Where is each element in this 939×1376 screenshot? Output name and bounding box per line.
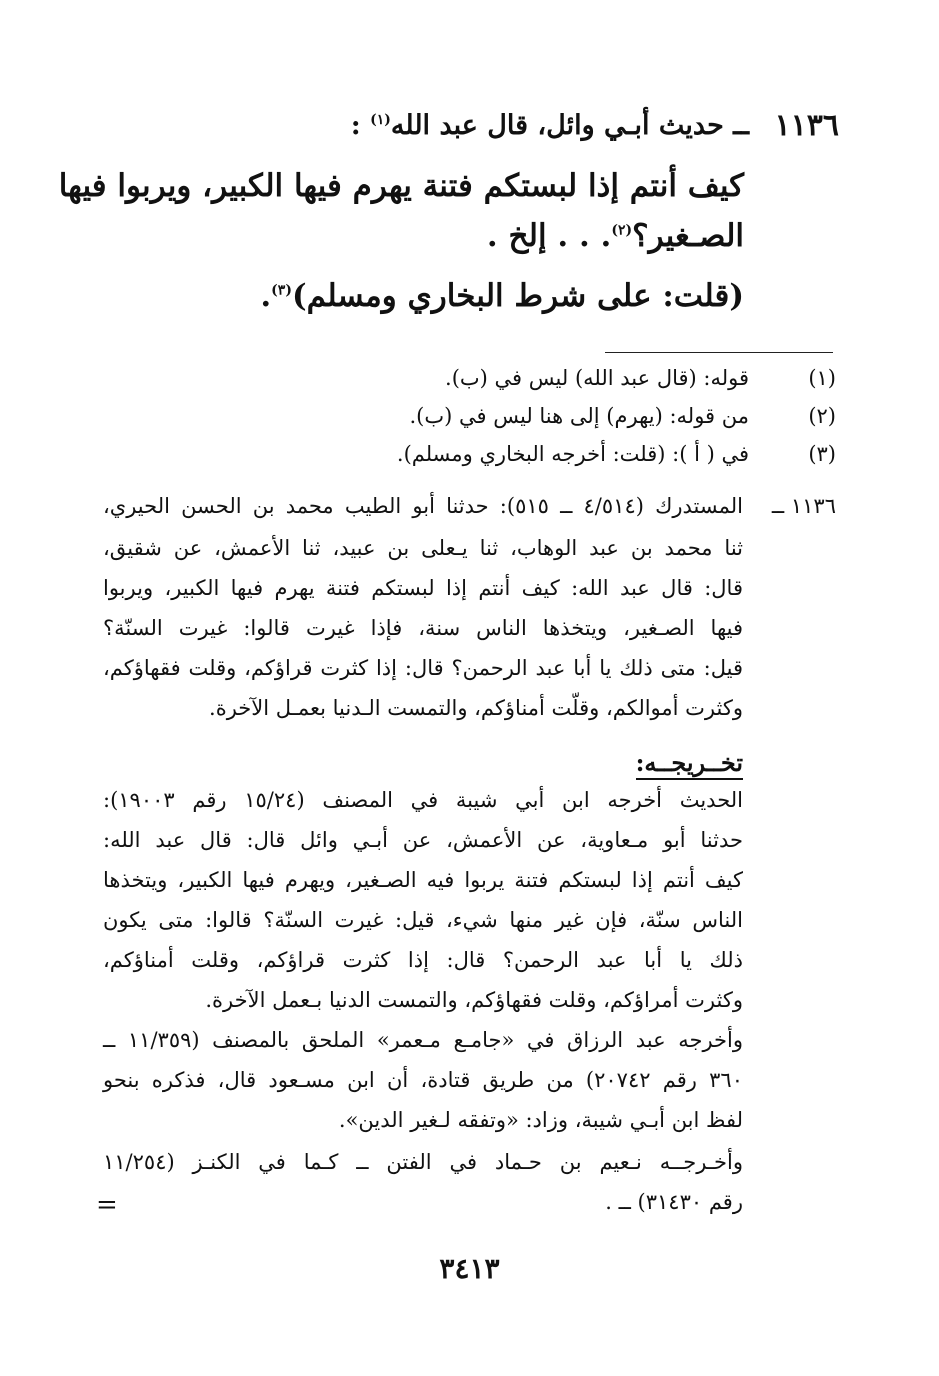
- takhrij-line: رقم ٣١٤٣٠) ــ .: [605, 1190, 743, 1214]
- main-text-line-3-a: (قلت: على شرط البخاري ومسلم): [291, 278, 744, 314]
- continuation-mark: =: [96, 1190, 118, 1220]
- takhrij-line: الحديث أخرجه ابن أبي شيبة في المصنف (١٥/٢٤ رقم ١٩٠٠٣):: [103, 788, 743, 812]
- footnote-text-3: في ( أ ): (قلت: أخرجه البخاري ومسلم).: [396, 442, 749, 466]
- main-text-line-1: كيف أنتم إذا لبستكم فتنة يهرم فيها الكبير، ويربوا فيها: [58, 168, 744, 204]
- footnote-number-1: (١): [808, 366, 836, 390]
- footnote-number-3: (٣): [808, 442, 836, 466]
- main-text-line-2-a: الصـغير؟: [632, 218, 744, 254]
- takhrij-line: وكثرت أمراؤكم، وقلت فقهاؤكم، والتمست الدنيا بـعمل الآخرة.: [205, 988, 743, 1012]
- main-text-line-2: [487, 218, 744, 254]
- main-text-line-2-b: . . . إلخ .: [486, 218, 612, 254]
- footnote-number-2: (٢): [808, 404, 836, 428]
- commentary-line: المستدرك (٤/٥١٤ ــ ٥١٥): حدثنا أبو الطيب محمد بن الحسن الحيري،: [103, 494, 743, 518]
- footnote-ref-2: (٢): [611, 222, 633, 239]
- commentary-line: فيها الصـغير، ويتخذها الناس سنة، فإذا غيرت قالوا: غيرت السنّة؟: [103, 616, 743, 640]
- footnote-ref-1: (١): [370, 112, 391, 128]
- takhrij-line: الناس سنّة، فإن غير منها شيء، قيل: غيرت السنّة؟ قالوا: متى يكون: [103, 908, 743, 932]
- commentary-line: وكثرت أموالكم، وقلّت أمناؤكم، والتمست الـدنيا بعمـل الآخرة.: [209, 696, 743, 720]
- takhrij-line: ذلك يا أبا عبد الرحمن؟ قال: إذا كثرت قراؤكم، وقلت أمناؤكم،: [103, 948, 743, 972]
- takhrij-line: وأخـرجــه نـعيم بن حـماد في الفتن ــ كـما في الكنـز (١١/٢٥٤: [103, 1150, 743, 1174]
- commentary-line: قيل: متى ذلك يا أبا عبد الرحمن؟ قال: إذا كثرت قراؤكم، وقلت فقهاؤكم،: [103, 656, 743, 680]
- section-title: [636, 748, 743, 780]
- main-text-line-3-b: .: [260, 278, 272, 314]
- takhrij-line: كيف أنتم إذا لبستكم فتنة يربوا فيه الصـغير، ويهرم فيها الكبير، ويتخذها: [103, 868, 743, 892]
- commentary-number: ١١٣٦ ــ: [771, 494, 836, 518]
- hadith-heading-text: ــ حديث أبـي وائل، قال عبد الله: [390, 110, 749, 141]
- takhrij-line: حدثنا أبو مـعاوية، عن الأعمش، عن أبـي وائل قال: قال عبد الله:: [103, 828, 743, 852]
- footnote-separator: [605, 352, 833, 353]
- takhrij-line: لفظ ابن أبـي شيبة، وزاد: «وتفقه لـغير الدين».: [338, 1108, 743, 1132]
- hadith-heading: [351, 110, 749, 141]
- takhrij-line: وأخرجه عبد الرزاق في «جامـع مـعمر» الملحق بالمصنف (١١/٣٥٩ ــ: [103, 1028, 744, 1052]
- heading-colon: :: [350, 110, 361, 141]
- page-number: ٣٤١٣: [439, 1252, 500, 1285]
- takhrij-line: ٣٦٠ رقم ٢٠٧٤٢) من طريق قتادة، أن ابن مسـعود قال، فذكره بنحو: [103, 1068, 743, 1092]
- main-text-line-3: [260, 278, 744, 314]
- footnote-text-1: قوله: (قال عبد الله) ليس في (ب).: [445, 366, 749, 390]
- hadith-number: ١١٣٦: [774, 108, 839, 143]
- footnote-ref-3: (٣): [271, 282, 292, 299]
- commentary-line: ثنا محمد بن عبد الوهاب، ثنا يـعلى بن عبيد، ثنا الأعمش، عن شقيق،: [103, 536, 743, 560]
- section-title-text: تخــريجــه: [644, 748, 743, 777]
- commentary-line: قال: قال عبد الله: كيف أنتم إذا لبستكم فتنة يهرم فيها الكبير، ويربوا: [103, 576, 743, 600]
- section-title-colon: :: [635, 748, 645, 777]
- footnote-text-2: من قوله: (يهرم) إلى هنا ليس في (ب).: [409, 404, 749, 428]
